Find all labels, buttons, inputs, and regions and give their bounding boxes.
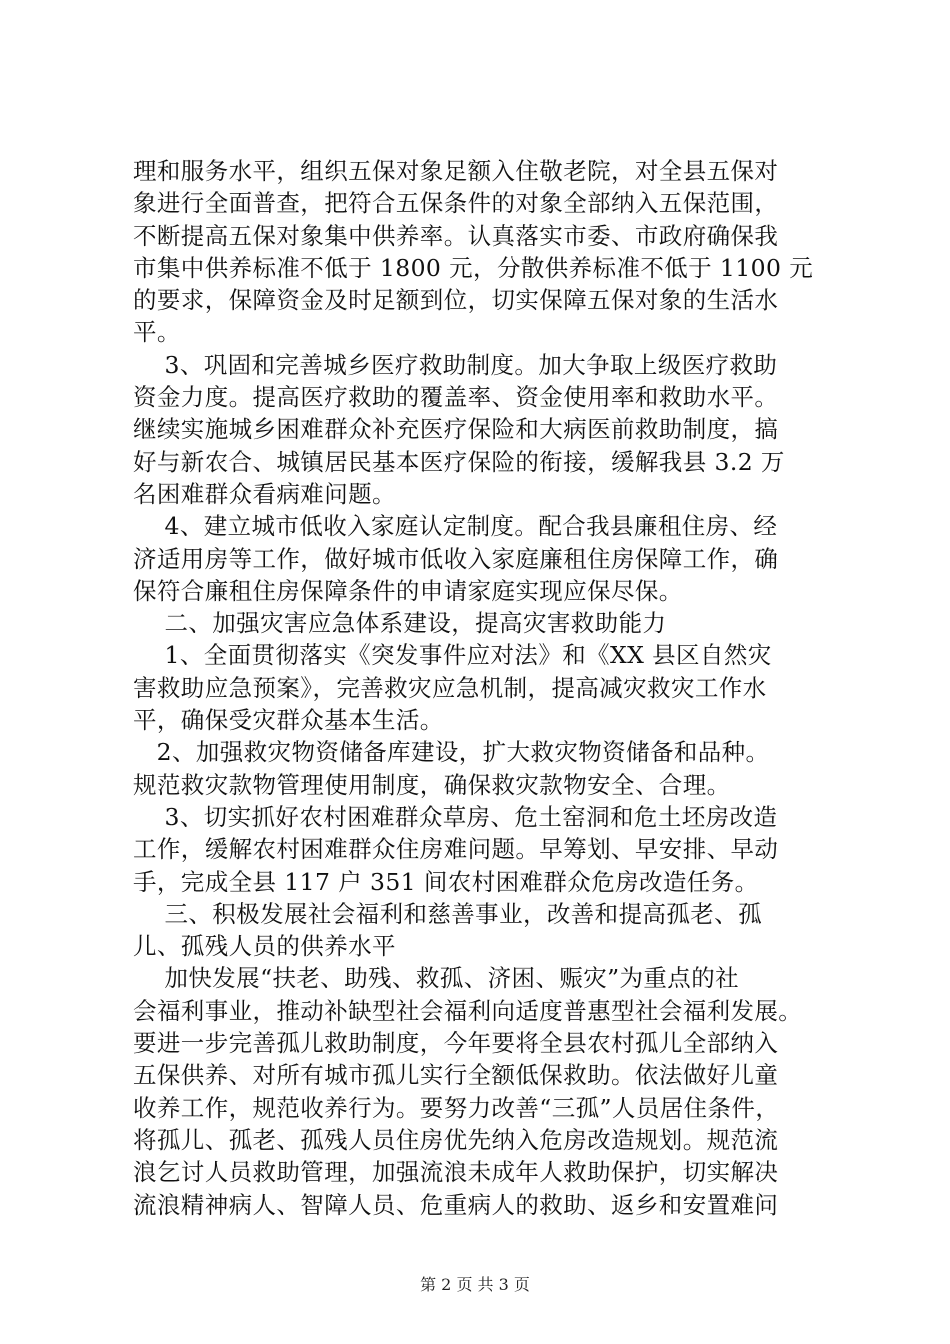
text-line: 害救助应急预案》，完善救灾应急机制，提高减灾救灾工作水 xyxy=(133,673,767,702)
text-line: 保符合廉租住房保障条件的申请家庭实现应保尽保。 xyxy=(133,576,683,605)
text-line: 收养工作，规范收养行为。要努力改善“三孤”人员居住条件， xyxy=(133,1093,780,1122)
document-body xyxy=(133,155,833,1221)
text-line: 1、全面贯彻落实《突发事件应对法》和《XX 县区自然灾 xyxy=(133,641,772,670)
text-line: 二、加强灾害应急体系建设，提高灾害救助能力 xyxy=(133,609,667,638)
text-line: 要进一步完善孤儿救助制度，今年要将全县农村孤儿全部纳入 xyxy=(133,1029,779,1058)
text-line: 流浪精神病人、智障人员、危重病人的救助、返乡和安置难问 xyxy=(133,1190,779,1219)
text-line: 浪乞讨人员救助管理，加强流浪未成年人救助保护，切实解决 xyxy=(133,1158,779,1187)
text-line: 好与新农合、城镇居民基本医疗保险的衔接，缓解我县 3.2 万 xyxy=(133,447,785,476)
text-line: 会福利事业，推动补缺型社会福利向适度普惠型社会福利发展。 xyxy=(133,996,803,1025)
text-line: 加快发展“扶老、助残、救孤、济困、赈灾”为重点的社 xyxy=(133,964,740,993)
text-line: 工作，缓解农村困难群众住房难问题。早筹划、早安排、早动 xyxy=(133,835,779,864)
text-line: 规范救灾款物管理使用制度，确保救灾款物安全、合理。 xyxy=(133,770,731,799)
text-line: 手，完成全县 117 户 351 间农村困难群众危房改造任务。 xyxy=(133,867,759,896)
text-line: 象进行全面普查，把符合五保条件的对象全部纳入五保范围， xyxy=(133,189,779,218)
text-line: 继续实施城乡困难群众补充医疗保险和大病医前救助制度，搞 xyxy=(133,415,779,444)
text-line: 五保供养、对所有城市孤儿实行全额低保救助。依法做好儿童 xyxy=(133,1061,779,1090)
text-line: 3、巩固和完善城乡医疗救助制度。加大争取上级医疗救助 xyxy=(133,350,778,379)
page-footer: 第 2 页 共 3 页 xyxy=(420,1275,530,1294)
text-line: 平，确保受灾群众基本生活。 xyxy=(133,706,444,735)
text-line: 4、建立城市低收入家庭认定制度。配合我县廉租住房、经 xyxy=(133,512,778,541)
text-line: 的要求，保障资金及时足额到位，切实保障五保对象的生活水 xyxy=(133,286,779,315)
text-line: 3、切实抓好农村困难群众草房、危土窑洞和危土坯房改造 xyxy=(133,802,778,831)
text-line: 名困难群众看病难问题。 xyxy=(133,479,396,508)
text-line: 儿、孤残人员的供养水平 xyxy=(133,932,396,961)
text-line: 2、加强救灾物资储备库建设，扩大救灾物资储备和品种。 xyxy=(133,738,770,767)
text-line: 济适用房等工作，做好城市低收入家庭廉租住房保障工作，确 xyxy=(133,544,779,573)
text-line: 不断提高五保对象集中供养率。认真落实市委、市政府确保我 xyxy=(133,221,779,250)
text-line: 市集中供养标准不低于 1800 元，分散供养标准不低于 1100 元 xyxy=(133,253,814,282)
text-line: 将孤儿、孤老、孤残人员住房优先纳入危房改造规划。规范流 xyxy=(133,1125,779,1154)
text-line: 三、积极发展社会福利和慈善事业，改善和提高孤老、孤 xyxy=(133,899,762,928)
text-line: 平。 xyxy=(133,318,181,347)
text-line: 理和服务水平，组织五保对象足额入住敬老院，对全县五保对 xyxy=(133,157,779,185)
text-line: 资金力度。提高医疗救助的覆盖率、资金使用率和救助水平。 xyxy=(133,383,779,412)
